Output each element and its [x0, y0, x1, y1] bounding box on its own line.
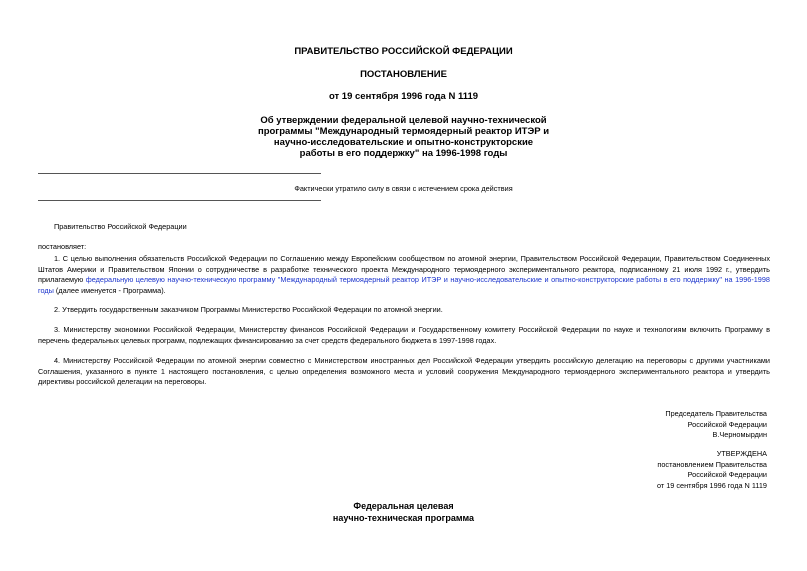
- approval-by: постановлением Правительства: [657, 459, 767, 469]
- approval-country: Российской Федерации: [687, 470, 767, 480]
- approval-date: от 19 сентября 1996 года N 1119: [656, 480, 767, 490]
- preamble-intro: Правительство Российской Федерации: [54, 222, 187, 231]
- paragraph-2: 2. Утвердить государственным заказчиком Программы Министерство Российской Федерации по атомной энергии.: [54, 305, 443, 314]
- paragraph-3: 3. Министерству экономики Российской Федерации, Министерству финансов Российской Федерации и Государственному комитету Российской Федерации по науке и технологиям включить Программу в перечень федеральных целевых программ, подлежащих финансированию за счет средств федерального бюджета в 1997-1998 годах.: [38, 325, 770, 345]
- header-doc-type: ПОСТАНОВЛЕНИЕ: [360, 69, 447, 80]
- status-note: Фактически утратило силу в связи с истечением срока действия: [294, 184, 513, 193]
- program-heading-line: Федеральная целевая: [353, 501, 454, 511]
- signature-country: Российской Федерации: [687, 419, 767, 429]
- divider-top: [38, 173, 321, 174]
- signature-position: Председатель Правительства: [665, 409, 767, 418]
- program-heading-line: научно-техническая программа: [332, 512, 475, 523]
- title-line: программы "Международный термоядерный реактор ИТЭР и: [257, 126, 550, 137]
- signature-block: [547, 409, 767, 441]
- program-link[interactable]: федеральную целевую научно-техническую программу "Международный термоядерный реактор ИТЭР и научно-исследовательские и опытно-конструкторские работы в его поддержку" на 1996-1998 годы: [38, 275, 770, 296]
- preamble-decides: постановляет:: [38, 242, 87, 251]
- title-line: научно-исследовательские и опытно-конструкторские: [273, 137, 534, 148]
- paragraph-1-tail: (далее именуется - Программа).: [53, 286, 166, 296]
- signature-name: В.Черномырдин: [712, 430, 767, 440]
- title-block: [0, 115, 807, 159]
- program-heading: [0, 501, 807, 524]
- approval-stamp: УТВЕРЖДЕНА: [716, 449, 767, 458]
- paragraph-1: [38, 254, 770, 297]
- header-date-number: от 19 сентября 1996 года N 1119: [328, 91, 479, 102]
- title-line: Об утверждении федеральной целевой научно-технической: [260, 115, 547, 126]
- paragraph-4: 4. Министерству Российской Федерации по атомной энергии совместно с Министерством иностранных дел Российской Федерации утвердить российскую делегацию на переговоры с другими участниками Соглашения, указанного в пункте 1 настоящего постановления, с целью определения возможного места и условий сооружения Международного термоядерного экспериментального реактора и утвердить директивы российской делегации на переговоры.: [38, 356, 770, 387]
- paragraph-1-text: 1. С целью выполнения обязательств Российской Федерации по Соглашению между Европейским сообществом по атомной энергии, Правительством Российской Федерации, Правительством Соединенных Штатов Америки и Правительством Японии о сотрудничестве в разработке технического проекта Международного термоядерного экспериментального реактора, подписанному 21 июля 1992 г., утвердить прилагаемую: [38, 254, 770, 285]
- header-org: ПРАВИТЕЛЬСТВО РОССИЙСКОЙ ФЕДЕРАЦИИ: [294, 46, 513, 57]
- approval-block: [547, 449, 767, 491]
- divider-bottom: [38, 200, 321, 201]
- title-line: работы в его поддержку" на 1996-1998 годы: [299, 148, 508, 159]
